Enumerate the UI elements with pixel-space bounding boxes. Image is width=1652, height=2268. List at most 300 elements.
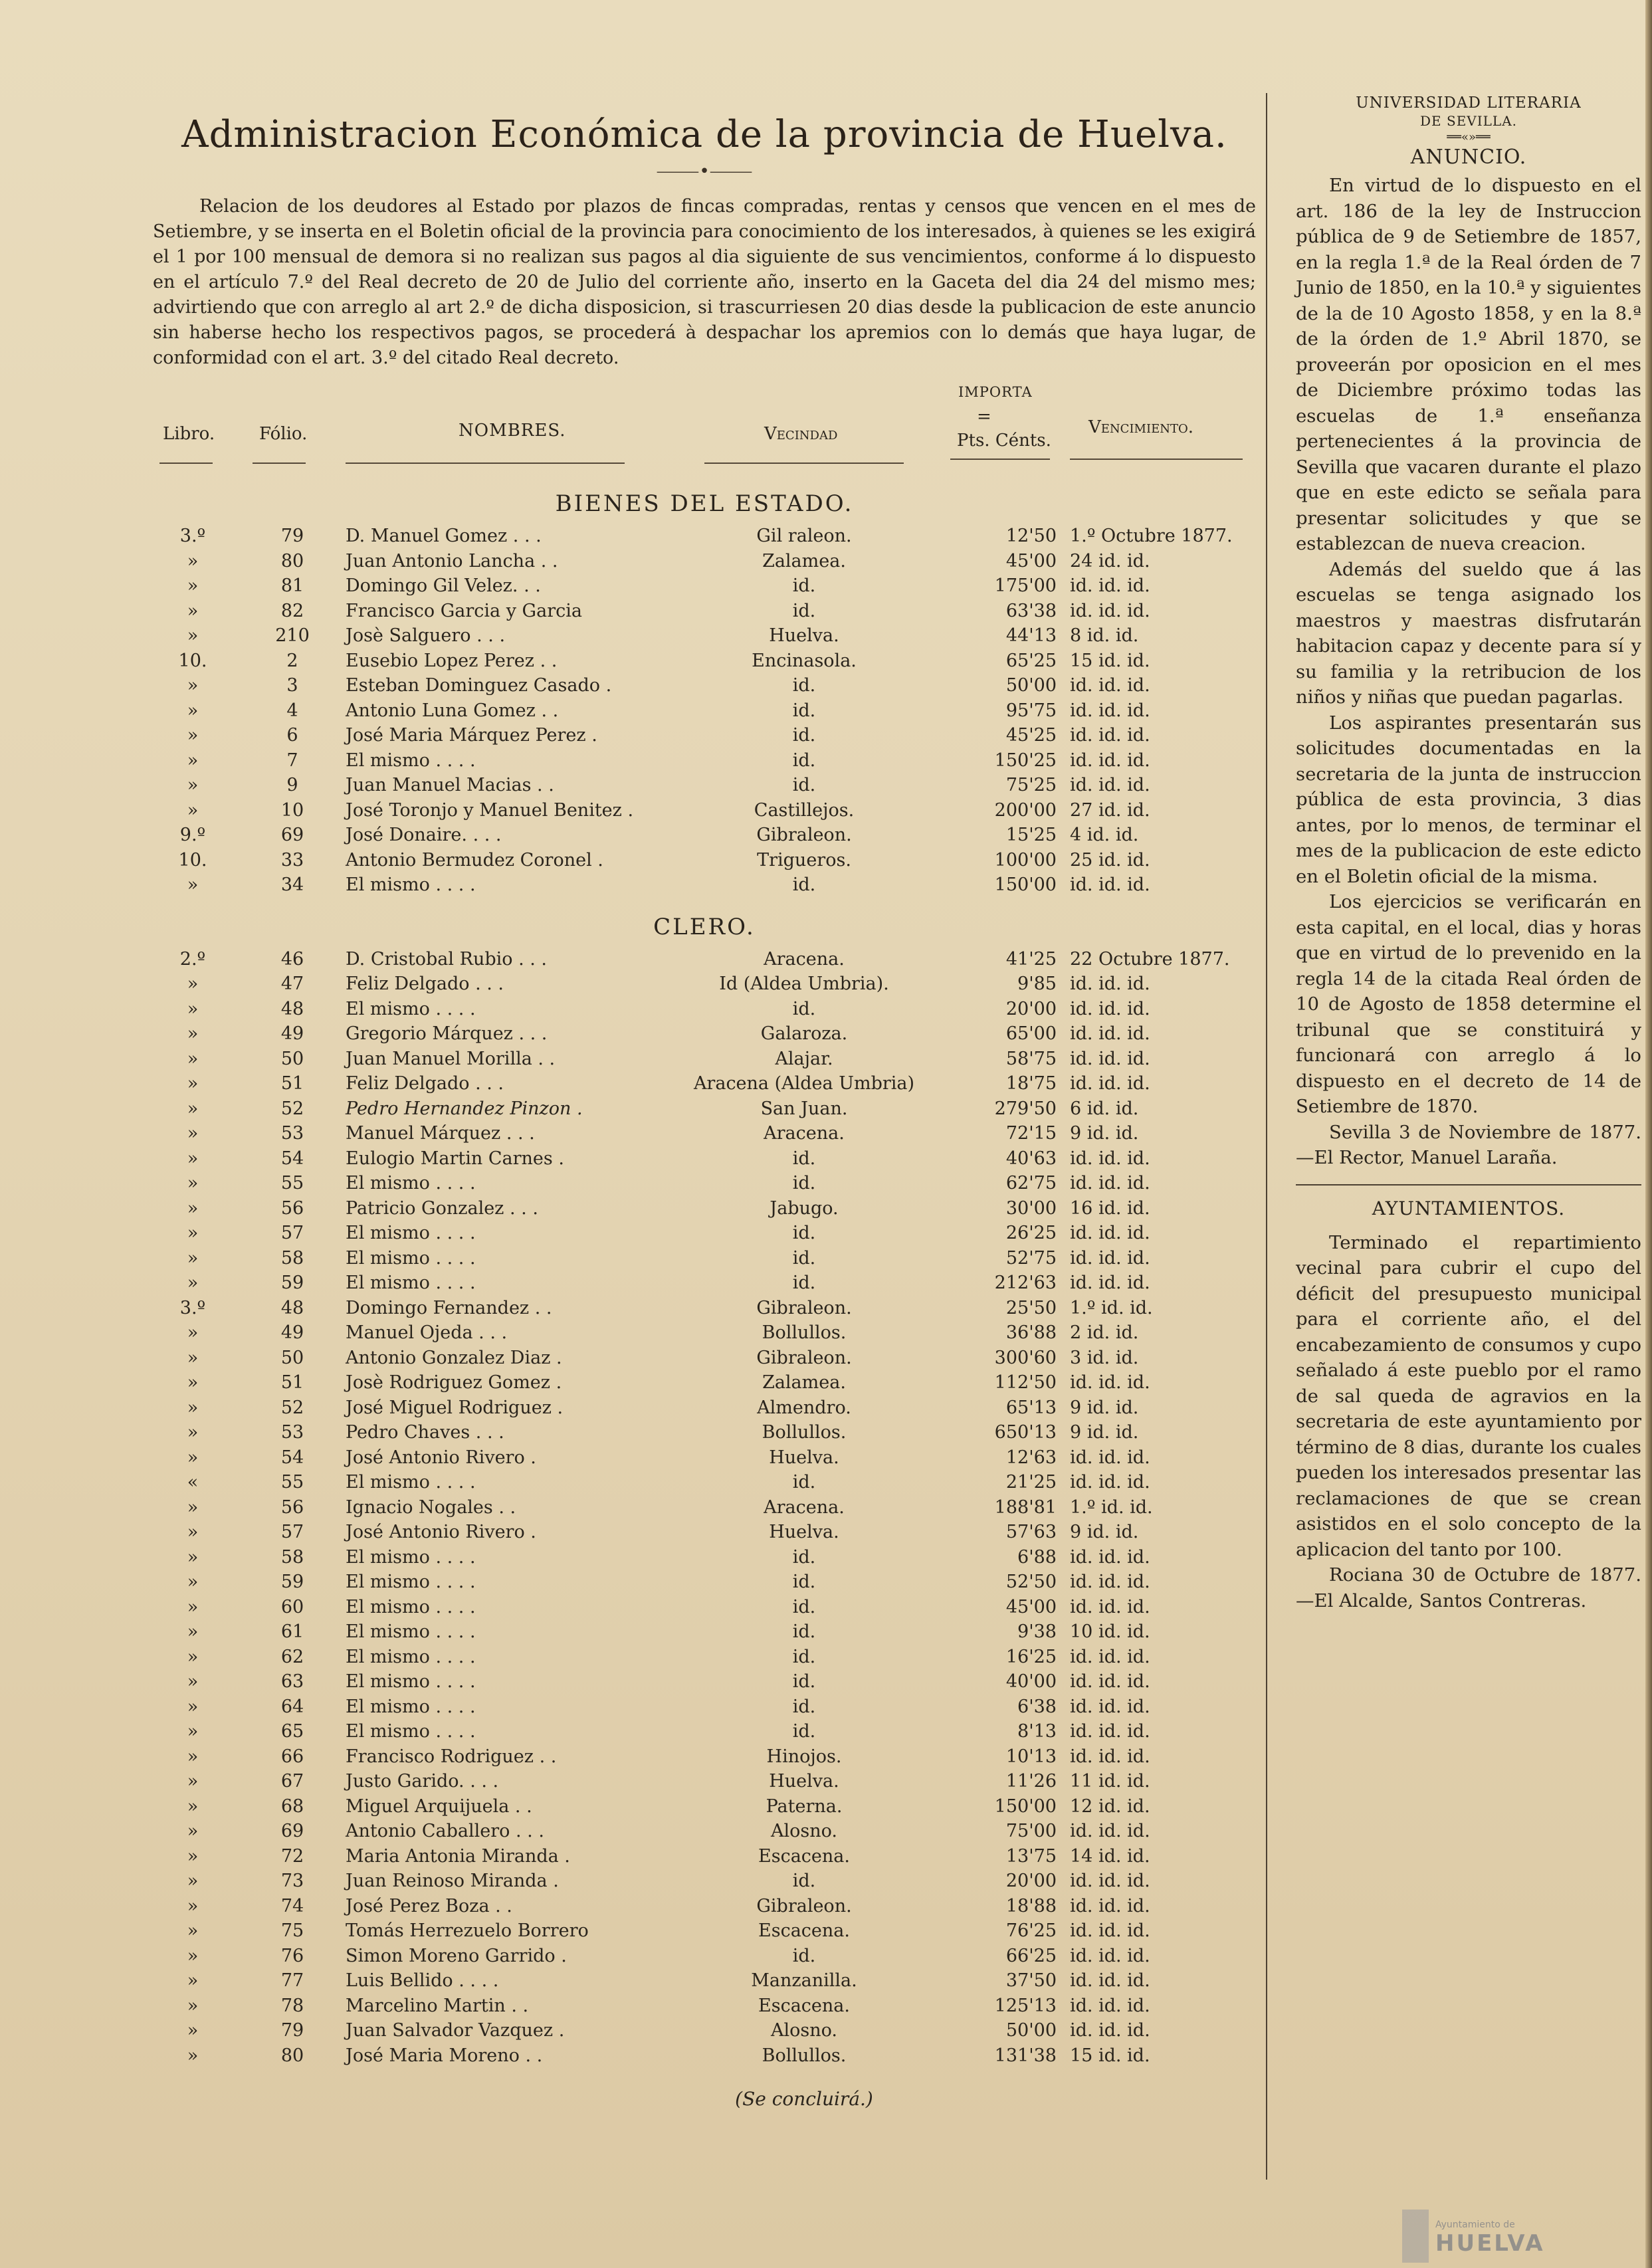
continuation-note: (Se concluirá.) <box>735 2088 873 2110</box>
cell-folio: 10 <box>280 799 304 821</box>
cell-vecindad: Gibraleon. <box>756 1297 852 1318</box>
cell-nombre: Domingo Gil Velez. . . <box>346 575 541 596</box>
table-row <box>153 573 1256 599</box>
cell-folio: 80 <box>280 2045 304 2066</box>
cell-folio: 65 <box>280 1721 304 1742</box>
cell-folio: 51 <box>280 1073 304 1094</box>
cell-vecindad: id. <box>792 600 816 621</box>
cell-vecindad: id. <box>792 1247 816 1269</box>
cell-vecindad: Huelva. <box>769 1771 839 1792</box>
table-row <box>153 873 1256 898</box>
cell-importe: 45'00 <box>1005 550 1057 571</box>
cell-libro: » <box>187 1646 199 1667</box>
cell-vencimiento: id. id. id. <box>1070 1945 1150 1966</box>
cell-importe: 188'81 <box>994 1496 1057 1518</box>
anuncio-signature: Sevilla 3 de Noviembre de 1877.—El Rector, Manuel Laraña. <box>1296 1121 1641 1168</box>
header-libro: Libro. <box>163 424 215 444</box>
cell-vecindad: id. <box>792 1671 816 1692</box>
cell-folio: 49 <box>280 1322 304 1343</box>
cell-vencimiento: 9 id. id. <box>1070 1522 1139 1542</box>
table-row <box>153 1869 1256 1894</box>
cell-importe: 18'88 <box>1005 1895 1057 1916</box>
cell-nombre: Luis Bellido . . . . <box>346 1970 499 1991</box>
cell-vecindad: id. <box>792 1572 816 1592</box>
cell-folio: 82 <box>280 600 304 621</box>
cell-nombre: Juan Manuel Macias . . <box>346 775 554 795</box>
table-row <box>153 1370 1256 1395</box>
cell-folio: 76 <box>280 1945 304 1966</box>
cell-importe: 44'13 <box>1005 625 1057 646</box>
cell-nombre: Marcelino Martin . . <box>346 1995 529 2016</box>
cell-vecindad: Aracena. <box>764 1496 845 1518</box>
cell-nombre: Antonio Gonzalez Diaz . <box>346 1347 562 1368</box>
cell-nombre: Gregorio Márquez . . . <box>346 1023 548 1044</box>
table-row <box>153 1918 1256 1944</box>
table-row <box>153 823 1256 848</box>
seal-line-2: HUELVA <box>1435 2230 1545 2257</box>
cell-importe: 62'75 <box>1005 1173 1057 1193</box>
cell-vencimiento: id. id. id. <box>1070 1173 1150 1193</box>
cell-nombre: Ignacio Nogales . . <box>346 1496 516 1518</box>
cell-libro: » <box>187 974 199 994</box>
cell-vecindad: Gibraleon. <box>756 1895 852 1916</box>
cell-nombre: El mismo . . . . <box>346 1721 476 1742</box>
cell-libro: » <box>187 1546 199 1568</box>
cell-libro: » <box>187 750 199 771</box>
table-row <box>153 623 1256 649</box>
cell-vencimiento: 15 id. id. <box>1070 2045 1150 2066</box>
cell-folio: 33 <box>280 849 304 871</box>
cell-folio: 60 <box>280 1596 304 1617</box>
cell-nombre: Manuel Márquez . . . <box>346 1123 535 1144</box>
cell-vencimiento: id. id. id. <box>1070 1746 1150 1767</box>
cell-libro: » <box>187 2045 199 2066</box>
column-divider <box>1266 93 1267 2180</box>
cell-importe: 9'38 <box>1017 1621 1057 1642</box>
table-row <box>153 1769 1256 1794</box>
cell-vencimiento: id. id. id. <box>1070 1995 1150 2016</box>
cell-vencimiento: id. id. id. <box>1070 1596 1150 1617</box>
cell-vecindad: Alosno. <box>771 2020 837 2041</box>
cell-folio: 48 <box>280 1297 304 1318</box>
cell-vencimiento: id. id. id. <box>1070 1073 1150 1094</box>
cell-folio: 50 <box>280 1048 304 1069</box>
cell-nombre: José Miguel Rodriguez . <box>346 1397 564 1418</box>
cell-libro: 3.º <box>179 1297 206 1318</box>
cell-importe: 63'38 <box>1005 600 1057 621</box>
cell-vecindad: id. <box>792 1945 816 1966</box>
cell-folio: 73 <box>280 1871 304 1891</box>
cell-folio: 80 <box>280 550 304 571</box>
cell-libro: « <box>187 1472 199 1493</box>
cell-vencimiento: id. id. id. <box>1070 775 1150 795</box>
cell-libro: » <box>187 1496 199 1518</box>
cell-libro: » <box>187 725 199 746</box>
cell-vencimiento: id. id. id. <box>1070 1023 1150 1044</box>
table-row <box>153 698 1256 724</box>
cell-importe: 9'85 <box>1017 974 1057 994</box>
cell-folio: 78 <box>280 1995 304 2016</box>
cell-vencimiento: id. id. id. <box>1070 1821 1150 1841</box>
cell-folio: 50 <box>280 1347 304 1368</box>
cell-importe: 37'50 <box>1005 1970 1057 1991</box>
cell-vecindad: Bollullos. <box>762 2045 847 2066</box>
cell-folio: 69 <box>280 1821 304 1841</box>
cell-folio: 61 <box>280 1621 304 1642</box>
cell-nombre: Maria Antonia Miranda . <box>346 1845 570 1867</box>
anuncio-paragraph-3: Los aspirantes presentarán sus solicitudes documentadas en la secretaria de la junta de instruccion pública de esta provincia, 3 dias antes, por lo menos, de terminar el mes de la publicacion de este edicto en el Boletin oficial de la misma. <box>1296 712 1641 887</box>
table-row <box>153 1221 1256 1246</box>
cell-vencimiento: id. id. id. <box>1070 998 1150 1019</box>
cell-vencimiento: 9 id. id. <box>1070 1397 1139 1418</box>
cell-nombre: José Antonio Rivero . <box>346 1447 536 1468</box>
cell-folio: 58 <box>280 1247 304 1269</box>
cell-libro: » <box>187 1871 199 1891</box>
cell-importe: 12'63 <box>1005 1447 1057 1468</box>
table-row <box>153 1246 1256 1271</box>
cell-nombre: Francisco Garcia y Garcia <box>346 600 582 621</box>
cell-nombre: El mismo . . . . <box>346 1572 476 1592</box>
cell-nombre: El mismo . . . . <box>346 1621 476 1642</box>
cell-libro: » <box>187 1447 199 1468</box>
cell-folio: 48 <box>280 998 304 1019</box>
cell-importe: 6'88 <box>1017 1546 1057 1568</box>
cell-folio: 57 <box>280 1223 304 1243</box>
cell-libro: » <box>187 1397 199 1418</box>
cell-folio: 53 <box>280 1123 304 1144</box>
cell-vecindad: id. <box>792 1721 816 1742</box>
ayuntamientos-signature: Rociana 30 de Octubre de 1877.—El Alcalde, Santos Contreras. <box>1296 1564 1641 1611</box>
cell-libro: » <box>187 575 199 596</box>
cell-nombre: Juan Manuel Morilla . . <box>346 1048 556 1069</box>
cell-folio: 3 <box>286 675 298 696</box>
table-row <box>153 1445 1256 1471</box>
anuncio-paragraph-1: En virtud de lo dispuesto en el art. 186 de la ley de Instruccion pública de 9 de Setiembre de 1857, en la regla 1.ª de la Real órden de 7 Junio de 1850, en la 10.ª y siguientes de la de 10 Agosto 1858, y en la 8.ª de la órden de 1.º Abril 1870, se proveerán por oposicion en el mes de Diciembre próximo todas las escuelas de 1.ª enseñanza pertenecientes á la provincia de Sevilla que vacaren durante el plazo que en este edicto se señala para presentar solicitudes y que se establezcan de nueva creacion. <box>1296 175 1641 554</box>
cell-vecindad: Bollullos. <box>762 1322 847 1343</box>
cell-nombre: Antonio Bermudez Coronel . <box>346 849 603 871</box>
rule-nombres <box>346 463 625 464</box>
table-row <box>153 1146 1256 1172</box>
cell-folio: 68 <box>280 1796 304 1817</box>
cell-importe: 150'25 <box>994 750 1057 771</box>
cell-vencimiento: id. id. id. <box>1070 1148 1150 1169</box>
cell-vencimiento: 2 id. id. <box>1070 1322 1139 1343</box>
cell-importe: 125'13 <box>994 1995 1057 2016</box>
cell-vencimiento: 9 id. id. <box>1070 1123 1139 1144</box>
cell-nombre: El mismo . . . . <box>346 1247 476 1269</box>
cell-nombre: José Toronjo y Manuel Benitez . <box>346 799 634 821</box>
cell-nombre: El mismo . . . . <box>346 1646 476 1667</box>
cell-vencimiento: id. id. id. <box>1070 1048 1150 1069</box>
cell-vencimiento: id. id. id. <box>1070 725 1150 746</box>
cell-vecindad: Gibraleon. <box>756 1347 852 1368</box>
cell-folio: 59 <box>280 1572 304 1592</box>
table-row <box>153 1196 1256 1221</box>
table-row <box>153 773 1256 798</box>
cell-vecindad: Escacena. <box>758 1995 850 2016</box>
cell-nombre: El mismo . . . . <box>346 1472 476 1493</box>
cell-importe: 175'00 <box>994 575 1057 596</box>
table-row <box>153 1894 1256 1919</box>
cell-importe: 20'00 <box>1005 1871 1057 1891</box>
cell-nombre: El mismo . . . . <box>346 998 476 1019</box>
cell-nombre: El mismo . . . . <box>346 875 476 895</box>
cell-libro: » <box>187 1572 199 1592</box>
cell-folio: 69 <box>280 825 304 845</box>
cell-nombre: Pedro Hernandez Pinzon . <box>346 1098 583 1119</box>
cell-vecindad: Id (Aldea Umbria). <box>719 974 889 994</box>
cell-vencimiento: 8 id. id. <box>1070 625 1139 646</box>
cell-vencimiento: id. id. id. <box>1070 1920 1150 1941</box>
cell-importe: 30'00 <box>1005 1197 1057 1219</box>
cell-nombre: El mismo . . . . <box>346 1596 476 1617</box>
cell-vecindad: Jabugo. <box>770 1197 839 1219</box>
table-row <box>153 1619 1256 1645</box>
cell-vecindad: Alajar. <box>775 1048 833 1069</box>
anuncio-paragraph-2: Además del sueldo que á las escuelas se tenga asignado los maestros y maestras disfrutarán habitacion capaz y decente para sí y su familia y la retribucion de los niños y niñas que puedan pagarlas. <box>1296 558 1641 708</box>
cell-libro: » <box>187 1596 199 1617</box>
cell-nombre: Manuel Ojeda . . . <box>346 1322 508 1343</box>
cell-libro: » <box>187 875 199 895</box>
cell-vecindad: Gil raleon. <box>756 526 852 546</box>
cell-folio: 51 <box>280 1372 304 1393</box>
cell-vencimiento: 12 id. id. <box>1070 1796 1150 1817</box>
table-row <box>153 1669 1256 1695</box>
cell-libro: » <box>187 1073 199 1094</box>
cell-libro: » <box>187 1895 199 1916</box>
cell-vecindad: id. <box>792 1472 816 1493</box>
cell-folio: 72 <box>280 1845 304 1867</box>
table-row <box>153 1047 1256 1072</box>
cell-folio: 66 <box>280 1746 304 1767</box>
cell-importe: 100'00 <box>994 849 1057 871</box>
cell-libro: » <box>187 1197 199 1219</box>
cell-folio: 56 <box>280 1197 304 1219</box>
table-row <box>153 2018 1256 2043</box>
cell-vecindad: id. <box>792 575 816 596</box>
table-row <box>153 972 1256 997</box>
cell-importe: 66'25 <box>1005 1945 1057 1966</box>
cell-importe: 75'00 <box>1005 1821 1057 1841</box>
cell-libro: » <box>187 1123 199 1144</box>
cell-libro: » <box>187 1322 199 1343</box>
table-row <box>153 1645 1256 1670</box>
table-row <box>153 1819 1256 1844</box>
cell-vecindad: Bollullos. <box>762 1422 847 1443</box>
intro-paragraph: Relacion de los deudores al Estado por plazos de fincas compradas, rentas y censos que vencen en el mes de Setiembre, y se inserta en el Boletin oficial de la provincia para conocimiento de los interesados, à quienes se les exigirá el 1 por 100 mensual de demora si no realizan sus pagos al dia siguiente de sus vencimientos, conforme á lo dispuesto en el artículo 7.º del Real decreto de 20 de Julio del corriente año, inserto en la Gaceta del dia 24 del mismo mes; advirtiendo que con arreglo al art 2.º de dicha disposicion, si trascurriesen 20 dias desde la publicacion de este anuncio sin haberse hecho los respectivos pagos, se procederá à despachar los apremios con lo demás que haya lugar, de conformidad con el art. 3.º del citado Real decreto. <box>153 196 1256 368</box>
table-row <box>153 1520 1256 1545</box>
cell-folio: 74 <box>280 1895 304 1916</box>
cell-folio: 67 <box>280 1771 304 1792</box>
rule-vencimiento <box>1070 459 1243 460</box>
cell-libro: » <box>187 1970 199 1991</box>
cell-vecindad: id. <box>792 1871 816 1891</box>
cell-importe: 112'50 <box>994 1372 1057 1393</box>
cell-nombre: Francisco Rodriguez . . <box>346 1746 557 1767</box>
cell-vencimiento: id. id. id. <box>1070 1646 1150 1667</box>
section-clero-title: CLERO. <box>653 913 756 940</box>
cell-nombre: El mismo . . . . <box>346 1671 476 1692</box>
clero-table <box>153 947 1256 2069</box>
cell-nombre: Josè Salguero . . . <box>346 625 506 646</box>
page-edge <box>1645 0 1652 2268</box>
cell-folio: 55 <box>280 1472 304 1493</box>
cell-importe: 72'15 <box>1005 1123 1057 1144</box>
table-row <box>153 997 1256 1022</box>
cell-importe: 200'00 <box>994 799 1057 821</box>
table-row <box>153 947 1256 972</box>
table-row <box>153 649 1256 674</box>
cell-nombre: Pedro Chaves . . . <box>346 1422 504 1443</box>
cell-folio: 57 <box>280 1522 304 1542</box>
cell-libro: » <box>187 550 199 571</box>
cell-nombre: El mismo . . . . <box>346 1173 476 1193</box>
cell-libro: » <box>187 1148 199 1169</box>
cell-vecindad: Alosno. <box>771 1821 837 1841</box>
cell-vencimiento: 11 id. id. <box>1070 1771 1150 1792</box>
title-ornament: ⸻•⸻ <box>656 161 753 181</box>
cell-folio: 47 <box>280 974 304 994</box>
cell-libro: » <box>187 1048 199 1069</box>
cell-vencimiento: 1.º id. id. <box>1070 1496 1153 1518</box>
cell-folio: 52 <box>280 1397 304 1418</box>
table-row <box>153 1296 1256 1321</box>
table-row <box>153 1320 1256 1346</box>
cell-nombre: Feliz Delgado . . . <box>346 974 504 994</box>
cell-folio: 81 <box>280 575 304 596</box>
cell-vencimiento: id. id. id. <box>1070 1447 1150 1468</box>
cell-vecindad: Gibraleon. <box>756 825 852 845</box>
cell-importe: 20'00 <box>1005 998 1057 1019</box>
cell-nombre: D. Manuel Gomez . . . <box>346 526 542 546</box>
table-row <box>153 1719 1256 1744</box>
cell-vecindad: id. <box>792 1273 816 1293</box>
cell-vecindad: Almendro. <box>757 1397 851 1418</box>
cell-libro: 10. <box>178 650 207 671</box>
bienes-table <box>153 524 1256 898</box>
cell-libro: » <box>187 1223 199 1243</box>
column-headers <box>153 384 1256 484</box>
cell-vecindad: Zalamea. <box>762 550 846 571</box>
cell-importe: 65'00 <box>1005 1023 1057 1044</box>
cell-vencimiento: id. id. id. <box>1070 1223 1150 1243</box>
table-row <box>153 1470 1256 1495</box>
cell-vecindad: id. <box>792 750 816 771</box>
cell-importe: 6'38 <box>1017 1696 1057 1717</box>
cell-folio: 62 <box>280 1646 304 1667</box>
cell-importe: 11'26 <box>1005 1771 1057 1792</box>
cell-libro: » <box>187 1746 199 1767</box>
cell-vencimiento: id. id. id. <box>1070 1572 1150 1592</box>
cell-importe: 65'13 <box>1005 1397 1057 1418</box>
cell-importe: 13'75 <box>1005 1845 1057 1867</box>
cell-libro: » <box>187 675 199 696</box>
university-subheading: DE SEVILLA. <box>1420 113 1517 129</box>
rule-vecindad <box>704 463 904 464</box>
cell-vecindad: Manzanilla. <box>751 1970 857 1991</box>
cell-vecindad: Aracena. <box>764 948 845 970</box>
cell-vencimiento: id. id. id. <box>1070 1247 1150 1269</box>
cell-vecindad: id. <box>792 1646 816 1667</box>
cell-vecindad: Escacena. <box>758 1920 850 1941</box>
cell-importe: 26'25 <box>1005 1223 1057 1243</box>
cell-libro: » <box>187 998 199 1019</box>
cell-vecindad: id. <box>792 1173 816 1193</box>
header-vencimiento: Vencimiento. <box>1088 417 1194 437</box>
cell-nombre: Feliz Delgado . . . <box>346 1073 504 1094</box>
cell-importe: 12'50 <box>1005 526 1057 546</box>
table-row <box>153 524 1256 549</box>
table-row <box>153 1071 1256 1096</box>
cell-importe: 150'00 <box>994 875 1057 895</box>
cell-importe: 40'63 <box>1005 1148 1057 1169</box>
table-row <box>153 1395 1256 1421</box>
cell-folio: 64 <box>280 1696 304 1717</box>
cell-vecindad: id. <box>792 1696 816 1717</box>
table-row <box>153 599 1256 624</box>
cell-importe: 18'75 <box>1005 1073 1057 1094</box>
cell-nombre: Justo Garido. . . . <box>346 1771 499 1792</box>
cell-importe: 50'00 <box>1005 675 1057 696</box>
cell-libro: » <box>187 1422 199 1443</box>
cell-vecindad: id. <box>792 1621 816 1642</box>
table-row <box>153 748 1256 773</box>
cell-folio: 56 <box>280 1496 304 1518</box>
cell-vencimiento: id. id. id. <box>1070 1721 1150 1742</box>
cell-nombre: Miguel Arquijuela . . <box>346 1796 532 1817</box>
cell-importe: 50'00 <box>1005 2020 1057 2041</box>
cell-folio: 7 <box>286 750 298 771</box>
cell-libro: » <box>187 1522 199 1542</box>
cell-vecindad: Zalamea. <box>762 1372 846 1393</box>
cell-folio: 79 <box>280 526 304 546</box>
cell-vencimiento: 3 id. id. <box>1070 1347 1139 1368</box>
header-vecindad: Vecindad <box>764 424 838 444</box>
cell-folio: 58 <box>280 1546 304 1568</box>
cell-importe: 45'00 <box>1005 1596 1057 1617</box>
cell-nombre: Antonio Luna Gomez . . <box>346 700 559 721</box>
cell-folio: 34 <box>280 875 304 895</box>
cell-nombre: Juan Salvador Vazquez . <box>346 2020 565 2041</box>
cell-vencimiento: id. id. id. <box>1070 2020 1150 2041</box>
table-row <box>153 1271 1256 1296</box>
cell-importe: 45'25 <box>1005 725 1057 746</box>
cell-vecindad: id. <box>792 1546 816 1568</box>
cell-vencimiento: id. id. id. <box>1070 1372 1150 1393</box>
cell-libro: » <box>187 1671 199 1692</box>
cell-nombre: El mismo . . . . <box>346 750 476 771</box>
cell-vencimiento: 1.º id. id. <box>1070 1297 1153 1318</box>
cell-libro: » <box>187 1273 199 1293</box>
cell-folio: 54 <box>280 1447 304 1468</box>
table-row <box>153 848 1256 873</box>
notices-column <box>1296 93 1641 1613</box>
cell-vencimiento: id. id. id. <box>1070 974 1150 994</box>
cell-nombre: El mismo . . . . <box>346 1223 476 1243</box>
cell-vencimiento: 14 id. id. <box>1070 1845 1150 1867</box>
cell-libro: » <box>187 1920 199 1941</box>
header-nombres: NOMBRES. <box>459 421 566 441</box>
table-row <box>153 1021 1256 1047</box>
cell-vecindad: San Juan. <box>760 1098 848 1119</box>
table-row <box>153 673 1256 698</box>
cell-vecindad: Huelva. <box>769 1447 839 1468</box>
cell-importe: 40'00 <box>1005 1671 1057 1692</box>
anuncio-paragraph-4: Los ejercicios se verificarán en esta capital, en el local, dias y horas que en virtud de lo prevenido en la regla 14 de la citada Real órden de 10 de Agosto de 1858 determine el tribunal que se constituirá y funcionará con arreglo á lo dispuesto en el decreto de 14 de Setiembre de 1870. <box>1296 891 1641 1117</box>
cell-importe: 150'00 <box>994 1796 1057 1817</box>
cell-vecindad: Huelva. <box>769 1522 839 1542</box>
cell-vecindad: Castillejos. <box>754 799 855 821</box>
